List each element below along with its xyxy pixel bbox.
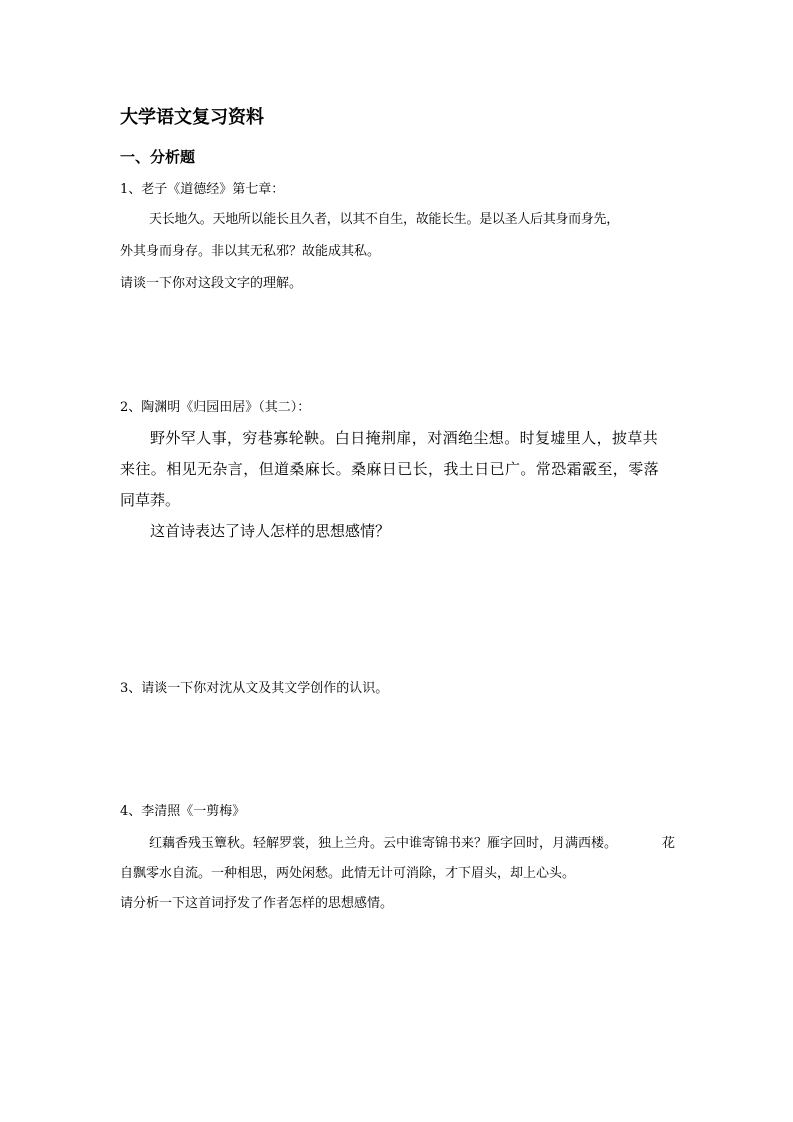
- section-heading: 一、分析题: [120, 148, 196, 166]
- question-4-text-line-1: 红藕香残玉簟秋。轻解罗裳，独上兰舟。云中谁寄锦书来？雁字回时，月满西楼。: [149, 836, 618, 851]
- question-1-text-line-1: 天长地久。天地所以能长且久者，以其不自生，故能长生。是以圣人后其身而身先，: [149, 212, 619, 227]
- question-2-text-line-3: 同草莽。: [120, 491, 181, 509]
- question-2-heading: 2、陶渊明《归园田居》（其二）：: [120, 400, 311, 415]
- question-3-heading: 3、请谈一下你对沈从文及其文学创作的认识。: [120, 681, 389, 696]
- question-4-text-line-1-tail: 花: [662, 836, 676, 851]
- document-title: 大学语文复习资料: [120, 107, 264, 128]
- question-4-heading: 4、李清照《一剪梅》: [120, 804, 246, 819]
- question-4-prompt: 请分析一下这首词抒发了作者怎样的思想感情。: [120, 896, 394, 911]
- question-1-text-line-2: 外其身而身存。非以其无私邪？故能成其私。: [120, 244, 381, 259]
- question-2-text-line-2: 来往。相见无杂言，但道桑麻长。桑麻日已长，我土日已广。常恐霜霰至，零落: [120, 460, 660, 478]
- question-1-prompt: 请谈一下你对这段文字的理解。: [120, 276, 303, 291]
- question-1-heading: 1、老子《道德经》第七章：: [120, 182, 285, 197]
- question-2-prompt: 这首诗表达了诗人怎样的思想感情？: [150, 522, 391, 540]
- question-2-text-line-1: 野外罕人事，穷巷寡轮鞅。白日掩荆扉，对酒绝尘想。时复墟里人，披草共: [150, 429, 659, 447]
- question-4-text-line-2: 自飘零水自流。一种相思，两处闲愁。此情无计可消除，才下眉头，却上心头。: [120, 866, 576, 881]
